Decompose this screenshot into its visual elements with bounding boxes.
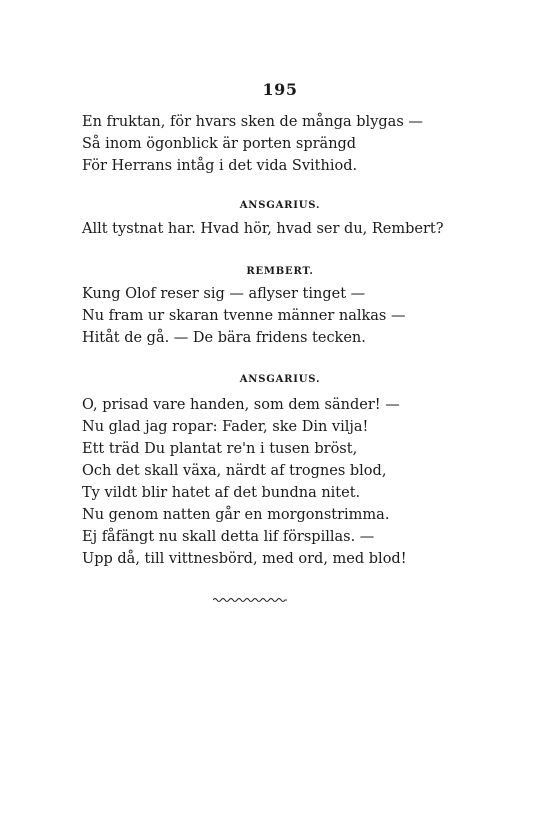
verse-line: En fruktan, för hvars sken de många blygas —	[82, 114, 423, 130]
verse-line: Ty vildt blir hatet af det bundna nitet.	[82, 485, 361, 501]
verse-line: Nu fram ur skaran tvenne männer nalkas —	[82, 308, 406, 324]
verse-line: Ett träd Du plantat re'n i tusen bröst,	[82, 441, 358, 457]
speaker-heading: ANSGARIUS.	[239, 200, 321, 211]
verse-line: Upp då, till vittnesbörd, med ord, med blod!	[82, 551, 407, 567]
page-number: 195	[262, 80, 298, 99]
verse-line: För Herrans intåg i det vida Svithiod.	[82, 158, 358, 174]
verse-line: Nu genom natten går en morgonstrimma.	[82, 507, 390, 523]
verse-line: Ej fåfängt nu skall detta lif förspillas. —	[82, 529, 375, 545]
speaker-heading: ANSGARIUS.	[239, 374, 321, 385]
verse-block	[82, 111, 423, 177]
verse-line: Nu glad jag ropar: Fader, ske Din vilja!	[82, 419, 369, 435]
verse-line: Och det skall växa, närdt af trognes blod,	[82, 463, 387, 479]
speaker-heading: REMBERT.	[246, 266, 314, 277]
verse-block	[82, 283, 405, 349]
verse-block	[82, 218, 444, 240]
end-ornament-wavy-line	[213, 596, 287, 604]
verse-line: Så inom ögonblick är porten sprängd	[82, 136, 357, 152]
verse-line: Hitåt de gå. — De bära fridens tecken.	[82, 330, 366, 346]
verse-line: Allt tystnat har. Hvad hör, hvad ser du, Rembert?	[82, 221, 444, 237]
verse-line: Kung Olof reser sig — aflyser tinget —	[82, 286, 366, 302]
verse-line: O, prisad vare handen, som dem sänder! —	[82, 397, 400, 413]
verse-block	[82, 394, 407, 570]
